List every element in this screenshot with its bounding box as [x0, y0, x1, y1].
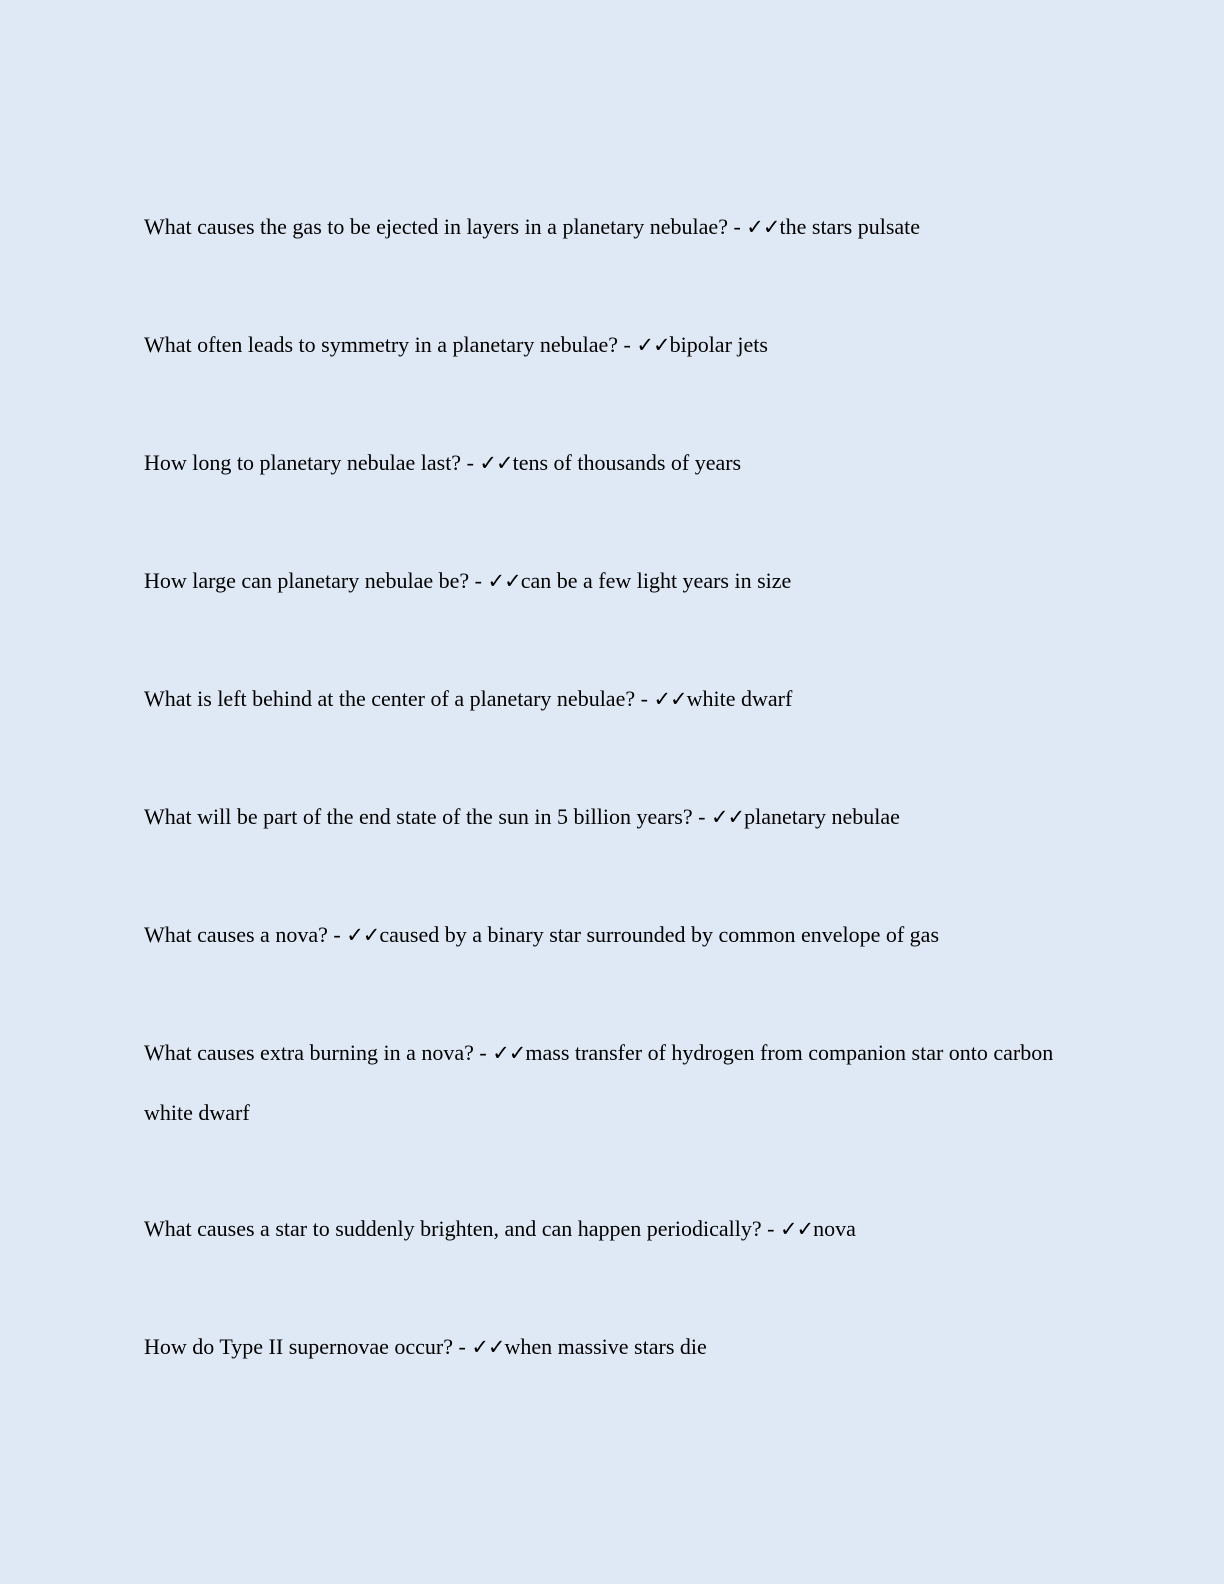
- question-text: What will be part of the end state of the sun in 5 billion years? -: [144, 804, 711, 829]
- answer-text: can be a few light years in size: [520, 568, 792, 593]
- double-check-icon: ✓✓: [710, 805, 745, 829]
- answer-text: white dwarf: [686, 686, 793, 711]
- answer-text: the stars pulsate: [779, 214, 921, 239]
- double-check-icon: ✓✓: [487, 569, 521, 593]
- answer-text: bipolar jets: [669, 332, 768, 357]
- question-text: What causes the gas to be ejected in layers in a planetary nebulae? -: [144, 214, 747, 239]
- question-text: How long to planetary nebulae last? -: [144, 450, 480, 475]
- qa-item: [144, 669, 1084, 729]
- double-check-icon: ✓✓: [636, 333, 670, 357]
- qa-item: [144, 787, 1084, 847]
- double-check-icon: ✓✓: [346, 923, 380, 947]
- qa-item: [144, 433, 1084, 493]
- answer-text: nova: [813, 1216, 856, 1241]
- double-check-icon: ✓✓: [653, 687, 687, 711]
- question-text: What causes a nova? -: [144, 922, 347, 947]
- qa-item: [144, 1199, 1084, 1259]
- double-check-icon: ✓✓: [492, 1041, 526, 1065]
- question-text: What often leads to symmetry in a planetary nebulae? -: [144, 332, 637, 357]
- answer-text: planetary nebulae: [744, 804, 900, 829]
- qa-item: [144, 1317, 1084, 1377]
- qa-item: [144, 197, 1084, 257]
- double-check-icon: ✓✓: [746, 215, 780, 239]
- answer-text: when massive stars die: [504, 1334, 707, 1359]
- question-text: What causes a star to suddenly brighten, and can happen periodically? -: [144, 1216, 780, 1241]
- question-text: How large can planetary nebulae be? -: [144, 568, 488, 593]
- qa-item: [144, 551, 1084, 611]
- question-text: What is left behind at the center of a planetary nebulae? -: [144, 686, 654, 711]
- answer-text: mass transfer of hydrogen from companion star onto carbon white dwarf: [144, 1040, 1054, 1125]
- question-text: What causes extra burning in a nova? -: [144, 1040, 493, 1065]
- double-check-icon: ✓✓: [779, 1217, 814, 1241]
- question-text: How do Type II supernovae occur? -: [144, 1334, 472, 1359]
- qa-item: [144, 905, 1084, 965]
- qa-item: [144, 315, 1084, 375]
- qa-item: [144, 1023, 1084, 1143]
- answer-text: caused by a binary star surrounded by common envelope of gas: [379, 922, 940, 947]
- answer-text: tens of thousands of years: [512, 450, 742, 475]
- double-check-icon: ✓✓: [471, 1335, 505, 1359]
- qa-list: [144, 197, 1084, 1435]
- double-check-icon: ✓✓: [479, 451, 513, 475]
